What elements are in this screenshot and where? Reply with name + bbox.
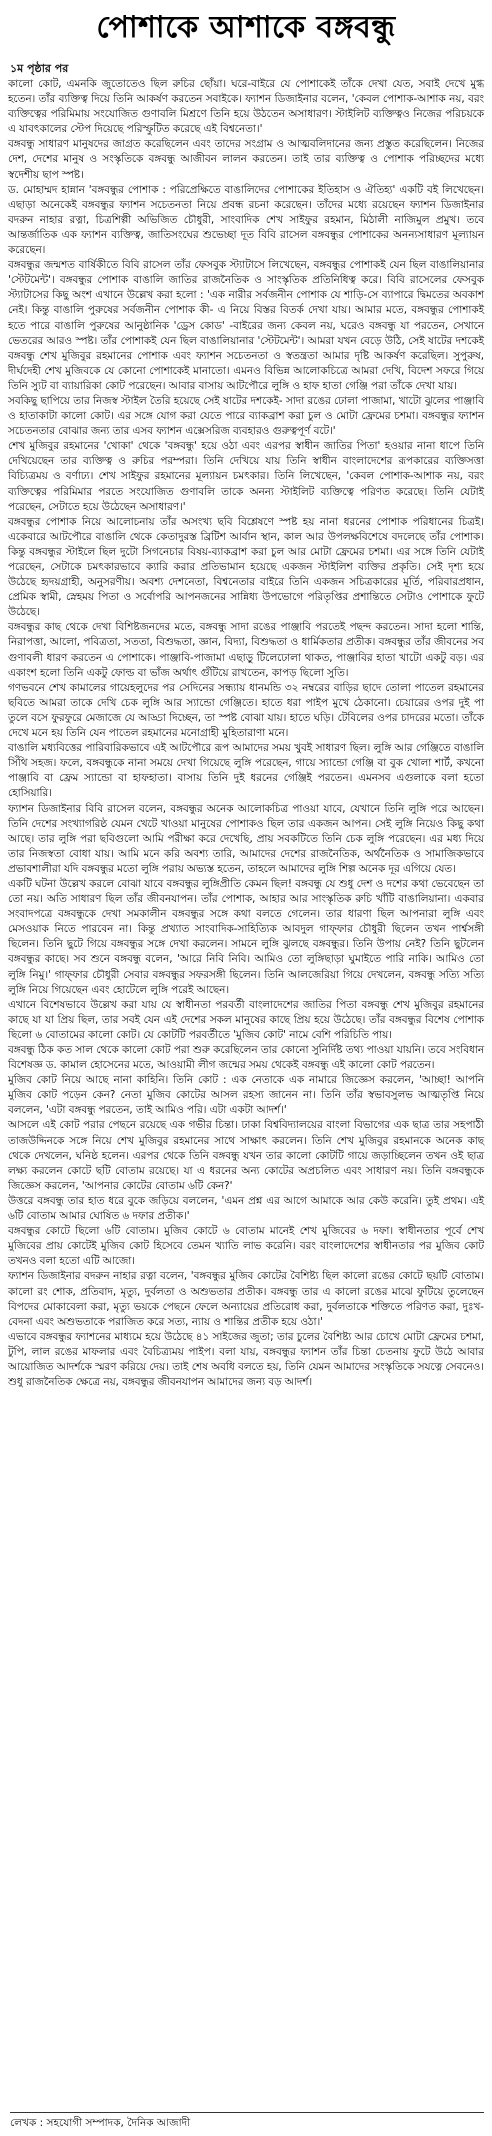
article-body — [8, 77, 484, 1390]
article-paragraph: বঙ্গবন্ধুর পোশাক নিয়ে আলোচনায় তাঁর অসংখ্য ছবি বিশ্লেষণে স্পষ্ট হয় নানা ধরনের পোশাক পরিধানের চিত্রই। একেবারে আটপৌরে বাঙালি থেকে কেতাদুরস্ত ব্রিটিশ আর্বান স্থান, কাল আর উপলক্ষবিশেষে বদলেছে তাঁর পোশাক। কিন্তু বঙ্গবন্ধুর স্টাইলে ছিল দুটো সিগনেচার বিষয়-ব্যাকব্রাশ করা চুল আর মোটা ফ্রেমের চশমা। এর সঙ্গে তিনি যেটাই পরেছেন, সেটাকে চমৎকারভাবে ক্যারি করার প্রতিভামান হয়েছে একজন স্টাইলিশ ব্যক্তির প্রকৃতি। সেই দৃশ্য হয়ে উঠেছে হৃদয়গ্রাহী, অনুসরণীয়। অবশ্য দেশনেতা, বিশ্বনেতার বাইরে তিনি একজন সচিত্রকারের মূর্তি, পরিবারপ্রধান, প্রেমিক স্বামী, স্নেহময় পিতা ও সর্বোপরি আপনজনের সান্নিধ্য উপভোগে পরিতৃপ্তির প্রশান্তিতে সেটাও পোশাকে ফুটে উঠেছে। — [8, 515, 484, 619]
article-paragraph: সবকিছু ছাপিয়ে তার নিজস্ব স্টাইল তৈরি হয়েছে সেই ষাটের দশকেই- সাদা রঙের ঢোলা পাজামা, খাটো ঝুলের পাঞ্জাবি ও হাতাকাটা কালো কোট। এর সঙ্গে যোগ করা যেতে পারে ব্যাকব্রাশ করা চুল ও মোটা ফ্রেমের চশমা। বঙ্গবন্ধুর ফ্যাশন সচেতনতার বোঝার জন্য তার এসব ফ্যাশন এক্সেসরিজ ব্যবহারও গুরুত্বপূর্ণ বটে।' — [8, 394, 484, 438]
article-paragraph: ড. মোহাম্মদ হান্নান 'বঙ্গবন্ধুর পোশাক : পরিপ্রেক্ষিতে বাঙালিদের পোশাকের ইতিহাস ও ঐতিহ্য' একটি বই লিখেছেন। এছাড়া অনেকেই বঙ্গবন্ধুর ফ্যাশন সচেতনতা নিয়ে প্রবন্ধ রচনা করেছেন। তাঁদের মধ্যে রয়েছেন ফ্যাশন ডিজাইনার বদরুন নাহার রত্না, চিত্রশিল্পী অভিজিত চৌধুরী, সাংবাদিক শেখ সাইফুর রহমান, মিঠালী নাজিমুল প্রমুখ। তবে আন্তর্জাতিক এক ফ্যাশন ব্যক্তিত্ব, জাতিসংঘের শুভেচ্ছা দূত বিবি রাসেল বঙ্গবন্ধুর পোশাকের অনন্যসাধারণ মূল্যায়ন করেছেন। — [8, 183, 484, 257]
article-paragraph: মুজিব কোট নিয়ে আছে নানা কাহিনি। তিনি কোট : এক নেতাকে এক নামারে জিজ্ঞেস করলেন, 'আচ্ছা! আপনি মুজিব কোট পড়েন কেন? নেতা মুজিব কোটের আসল রহস্য জানেন না। তিনি তাঁর স্বভাবসুলভ আত্মতৃপ্তি নিয়ে বললেন, 'এটা বঙ্গবন্ধু পরতেন, তাই আমিও পরি। এটা একটা আদর্শ।' — [8, 1074, 484, 1117]
article-paragraph: বঙ্গবন্ধু সাধারণ মানুষদের জাগ্রত করেছিলেন এবং তাদের সংগ্রাম ও আত্মবলিদানের জন্য প্রস্তুত করেছিলেন। নিজের দেশ, দেশের মানুষ ও সংস্কৃতিকে বঙ্গবন্ধু আজীবন লালন করতেন। তাই তার ব্যক্তিত্ব ও পোশাক পরিচ্ছদের মধ্যে স্বদেশীয় ছাপ স্পষ্ট। — [8, 138, 484, 181]
article-headline: পোশাকে আশাকে বঙ্গবন্ধু — [96, 10, 396, 45]
article-paragraph: এভাবে বঙ্গবন্ধুর ফ্যাশনের মাধ্যমে হয়ে উঠেছে ৪১ সাইজের জুতা; তার চুলের বৈশিষ্ট্য আর চোখে মোটা ফ্রেমের চশমা, টুপি, লাল রঙের মাফলার এবং বৈচিত্র্যময় পাইপ। বলা যায়, বঙ্গবন্ধুর ফ্যাশন তাঁর চিন্তা চেতনায় ফুটে উঠে আবার আয়োজিত আদর্শকে স্মরণ করিয়ে দেয়। তাই শেষ অবধি বলতে হয়, তিনি যেমন আমাদের সংস্কৃতিকে সযত্নে সেবনেও। শুধু রাজনৈতিক ক্ষেত্রে নয়, বঙ্গবন্ধুর জীবনযাপন আমাদের জন্য বড় আদর্শ। — [8, 1330, 484, 1389]
article-paragraph: বঙ্গবন্ধুর কোটে ছিলো ৬টি বোতাম। মুজিব কোটে ৬ বোতাম মানেই শেখ মুজিবের ৬ দফা। স্বাধীনতার পূর্বে শেখ মুজিবের প্রায় কোটেই মুজিব কোট হিসেবে তেমন খ্যাতি লাভ করেনি। বরং বাংলাদেশের স্বাধীনতার পর মুজিব কোট তখনও বলা হতো এটি আজো। — [8, 1225, 484, 1268]
article-paragraph: বঙ্গবন্ধুর জন্মশত বার্ষিকীতে বিবি রাসেল তাঁর ফেসবুক স্ট্যাটাসে লিখেছেন, বঙ্গবন্ধুর পোশাকই যেন ছিল বাঙালিয়ানার 'স্টেটমেন্ট'। বঙ্গবন্ধুর পোশাক বাঙালি জাতির রাজনৈতিক ও সাংস্কৃতিক প্রতিনিধিত্ব করে। বিবি রাসেলের ফেসবুক স্ট্যাটাসের কিছু অংশ এখানে উল্লেখ করা হলো : 'এক নারীর সর্বজনীন পোশাক যে শাড়ি-সে ব্যাপারে দ্বিমতের অবকাশ নেই। কিন্তু বাঙালি পুরুষের সর্বজনীন পোশাক কী- এ নিয়ে বিস্তর বিতর্ক দেখা যায়। আমার মতে, বঙ্গবন্ধুর পোশাকই হতে পারে বাঙালি পুরুষের আনুষ্ঠানিক 'ড্রেস কোড' -বাইরের জন্য কেবল নয়, ঘরেও বঙ্গবন্ধু যা পরতেন, সেখানে ভেতরের আরও স্পষ্ট। তাঁর পোশাকই যেন ছিল বাঙালিয়ানার 'স্টেটমেন্ট'। আমরা যখন বেড়ে উঠি, সেই ষাটের দশকেই বঙ্গবন্ধু শেখ মুজিবুর রহমানের পোশাক এবং ফ্যাশন সচেতনতা ও স্বতন্ত্রতা আমার দৃষ্টি আকর্ষণ করেছিল। সুপুরুষ, দীর্ঘদেহী শেখ মুজিবকে যে কোনো পোশাকেই মানাতো। এমনও বিভিন্ন আলোকচিত্রে আমরা দেখি, বিদেশ সফরে গিয়ে তিনি স্যুট বা ব্যায়ারিকা কোট পরেছেন। আবার বাসায় আটপৌরে লুঙ্গি ও হাফ হাতা গেঞ্জি পরা তাঁকে দেখা যায়। — [8, 259, 484, 392]
article-paragraph: কালো কোট, এমনকি জুতোতেও ছিল রুচির ছোঁয়া। ঘরে-বাইরে যে পোশাকেই তাঁকে দেখা যেত, সবাই দেখে মুগ্ধ হতেন। তাঁর ব্যক্তিত্ব দিয়ে তিনি আকর্ষণ করতেন সবাইকে। ফ্যাশন ডিজাইনার বলেন, 'কেবল পোশাক-আশাক নয়, বরং ব্যক্তিত্বের পরিমিমায় সংযোজিত গুণাবলি মিশ্রণে তিনি হয়ে উঠতেন অসাধারণ। স্টাইলিট ব্যক্তিত্বও নিজের পরিচয়কে এ যাবৎকালের স্টেপ দিয়েছে পরিস্ফুটিত করেছে এই বিশ্বনেতা।' — [8, 78, 484, 136]
continued-from-page-1: ১ম পৃষ্ঠার পর — [10, 62, 69, 75]
article-paragraph: আসলে এই কোট পরার পেছনে রয়েছে এক গভীর চিন্তা। ঢাকা বিশ্ববিদ্যালয়ের বাংলা বিভাগের এক ছাত্র তার সহপাঠী তাজউদ্দিনকে সঙ্গে নিয়ে শেখ মুজিবুর রহমানের সাথে সাক্ষাৎ করলেন। তিনি শেখ মুজিবুর রহমানকে অনেক কাছ থেকে দেখলেন, ঘনিষ্ঠ হলেন। এরপর থেকে তিনি বঙ্গবন্ধু যখন তার কালো কোটটি গায়ে জড়াচ্ছিলেন তখন ওই ছাত্র লক্ষ্য করলেন কোটে ছটি বোতাম রয়েছে। যা এ ধরনের অন্য কোটের অপ্রচলিত এবং সাধারণ নয়। তিনি বঙ্গবন্ধুকে জিজ্ঞেস করলেন, 'আপনার কোটের বোতাম ৬টি কেন?' — [8, 1119, 484, 1192]
article-paragraph: বঙ্গবন্ধু ঠিক কত সাল থেকে কালো কোট পরা শুরু করেছিলেন তার কোনো সুনির্দিষ্ট তথ্য পাওয়া যায়নি। তবে সংবিধান বিশেষজ্ঞ ড. কামাল হোসেনের মতে, আওয়ামী লীগ জন্মের সময় থেকেই বঙ্গবন্ধু এই কালো কোট পরতেন। — [8, 1044, 484, 1072]
author-byline: লেখক : সহযোগী সম্পাদক, দৈনিক আজাদী — [10, 2112, 484, 2130]
article-paragraph: গণভবনে শেখ কামালের গায়েহলুদের পর সেদিনের সন্ধ্যায় ধানমন্ডি ৩২ নম্বরের বাড়ির ছাদে তোলা পাতেল রহমানের ছবিতে আমরা তাকে দেখি চেক লুঙ্গি আর স্যান্ডো গেঞ্জিতে। হাতে ধরা পাইপ মুখে ঠেকানো। চেয়ারের ওপর দুই পা তুলে বসে ফুরফুরে মেজাজে যে আড্ডা দিচ্ছেন, তা স্পষ্ট বোঝা যায়। হাতে ঘড়ি। টেবিলের ওপর চাদরের মতো। তাঁকে দেখে মনে হয় তিনি যেন পাতেল রহমানের মনোগ্রাহী মুহিতারাণা মনে। — [8, 681, 484, 740]
article-paragraph: বাঙালি মধ্যবিত্তের পারিবারিকভাবে এই আটপৌরে রূপ আমাদের সময় খুবই সাধারণ ছিল। লুঙ্গি আর গেঞ্জিতে বাঙালি সিঁথি সহজ। ফলে, বঙ্গবন্ধুকে নানা সময়ে দেখা গিয়েছে লুঙ্গি পরেছেন, গায়ে স্যান্ডো গেঞ্জি বা বুক খোলা শার্ট, কখনো পাঞ্জাবি বা ফ্রেম স্যান্ডো বা হাফহাতা। বাসায় তিনি দুই ধরনের গেঞ্জিই পরতেন। এমনসব এগুলাকে বলা হতো হোসিয়ারি। — [8, 742, 484, 800]
article-paragraph: এখানে বিশেষভাবে উল্লেখ করা যায় যে স্বাধীনতা পরবর্তী বাংলাদেশের জাতির পিতা বঙ্গবন্ধু শেখ মুজিবুর রহমানের কাছে যা যা প্রিয় ছিল, তার সবই যেন এই দেশের সকল মানুষের কাছে প্রিয় হয়ে উঠেছে। তাঁর বঙ্গবন্ধুর বিশেষ পোশাক ছিলো ৬ বোতামের কালো কোট। যে কোটটি পরবর্তীতে 'মুজিব কোট' নামে বেশি পরিচিতি পায়। — [8, 998, 484, 1041]
article-paragraph: ফ্যাশন ডিজাইনার বদরুন নাহার রত্না বলেন, 'বঙ্গবন্ধুর মুজিব কোটের বৈশিষ্ট্য ছিল কালো রঙের কোটে ছয়টি বোতাম। কালো রং শোক, প্রতিবাদ, মৃত্যু, দুর্বলতা ও অশুভতার প্রতীক। বঙ্গবন্ধু তার এ কালো রঙের মাঝে ফুটিয়ে তুলেছেন বিপদের মোকাবেলা করা, মৃত্যু ভয়কে পেছনে ফেলে অন্যায়ের প্রতিরোধ করা, দুর্বলতাকে শক্তিতে পরিণত করা, দুঃখ-বেদনা এবং অশুভতাকে পরাজিত করে সত্য, ন্যায় ও শান্তির প্রতীক হয়ে ওঠা।' — [8, 1270, 484, 1328]
article-paragraph: বঙ্গবন্ধুর কাছ থেকে দেখা বিশিষ্টজনদের মতে, বঙ্গবন্ধু সাদা রঙের পাঞ্জাবি পরতেই পছন্দ করতেন। সাদা হলো শান্তি, নিরাপত্তা, আলো, পবিত্রতা, সততা, বিশুদ্ধতা, জ্ঞান, বিদ্যা, বিশুদ্ধতা ও ধার্মিকতার প্রতীক। বঙ্গবন্ধুর তাঁর জীবনের সব গুণাবলী ধারণ করতেন এ পোশাকে। পাঞ্জাবি-পাজামা এছাড়ু টিলেঢোলা থাকত, পাঞ্জাবির হাতা খাটো একটু বড়। এর একাংশ হলো তিনি একটু ফোল্ড বা ভাঁজ অর্থাৎ গুঁটিয়ে রাখতেন, কাপড় ছিলো সুতি। — [8, 621, 484, 679]
article-paragraph: শেখ মুজিবুর রহমানের 'খোকা' থেকে 'বঙ্গবন্ধু' হয়ে ওঠা এবং এরপর স্বাধীন জাতির পিতা' হওয়ার নানা ধাপে তিনি দেখিয়েছেন তার ব্যক্তিত্ব ও রুচির পরম্পরা। তিনি দেখিয়ে যায় তিনি স্বাধীন বাংলাদেশের রূপকারের ব্যক্তিসত্তা বিচ্যিত্রময় ও বর্ণাঢ্য। শেখ সাইফুর রহমানের মূল্যায়ন চমৎকার। তিনি লিখেছেন, 'কেবল পোশাক-আশাক নয়, বরং ব্যক্তিত্বের পরিমিমার পরতে সংযোজিত গুণাবলি তাকে অনন্য স্টাইলিট ব্যক্তিত্বে পরিণত করেছে। তিনি যেটাই পরেছেন, সেটাতে হয়ে উঠেছেন অসাধারণ।' — [8, 440, 484, 513]
article-paragraph: উত্তরে বঙ্গবন্ধু তার হাত ধরে বুকে জড়িয়ে বললেন, 'এমন প্রশ্ন এর আগে আমাকে আর কেউ করেনি। তুই প্রথম। এই ৬টি বোতাম আমার ঘোষিত ৬ দফার প্রতীক।' — [8, 1194, 484, 1223]
article-paragraph: একটি ঘটনা উল্লেখ করলে বোঝা যাবে বঙ্গবন্ধুর লুঙ্গিপ্রীতি কেমন ছিল! বঙ্গবন্ধু যে শুধু দেশ ও দশের কথা ভেবেছেন তা তো নয়। অতি সাধারণ ছিল তাঁর জীবনযাপন। তাঁর পোশাক, আহার আর সাংস্কৃতিক রুচি খাঁটি বাঙালিয়ানা। একবার সংবাদপত্রে বঙ্গবন্ধুকে দেখা সমকালীন বঙ্গবন্ধুর সঙ্গে কথা বলতে গেলেন। তার ধারণা ছিল আপনারা লুঙ্গি এবং মেসওয়াক নিতে পারবেন না। কিন্তু প্রখ্যাত সাংবাদিক-সাহিত্যিক আবদুল গাফ্ফার চৌধুরী ছিলেন তখন পার্শ্বসঙ্গী ছিলেন। তিনি ছুটে গিয়ে বঙ্গবন্ধুর সঙ্গে দেখা করলেন। সামনে লুঙ্গি ঝুলছে বঙ্গবন্ধুর। তিনি উপায় নেই? তিনি ছুটলেন বঙ্গবন্ধুর কাছে। সব শুনে বঙ্গবন্ধু বলেন, 'আরে নিবি নিবি। আমিও তো লুঙ্গিছাড়া ঘুমাইতে পারি নাকি। আমিও তো লুঙ্গি নিমু।' গাফ্ফার চৌধুরী সেবার বঙ্গবন্ধুর সফরসঙ্গী ছিলেন। তিনি আলজেরিয়া গিয়ে দেখলেন, বঙ্গবন্ধু সত্যি সত্যি লুঙ্গি নিয়ে গিয়েছেন এবং হোটেলে লুঙ্গি পরেই আছেন। — [8, 877, 484, 996]
article-paragraph: ফ্যাশন ডিজাইনার বিবি রাসেল বলেন, বঙ্গবন্ধুর অনেক আলোকচিত্র পাওয়া যাবে, যেখানে তিনি লুঙ্গি পরে আছেন। তিনি দেশের সংখ্যাগরিষ্ঠ যেমন খেটে খাওয়া মানুষের পোশাকও ছিল তার একজন আপন। সেই লুঙ্গি নিয়েও কিছু কথা আছে। তার লুঙ্গি পরা ছবিগুলো আমি পরীক্ষা করে দেখেছি, প্রায় সবকটিতে তিনি চেক লুঙ্গি পরেছেন। এর মধ্য দিয়ে তার নিজস্বতা বোধা যায়। আমি মনে করি অবশ্য তারি, আমাদের দেশের রাজনৈতিক, অর্থনৈতিক ও সামাজিকভাবে প্রভাবশালীরা যদি বঙ্গবন্ধুর মতো লুঙ্গি পরায় অভ্যস্ত হতেন, তাহলে আমাদের লুঙ্গি শিল্প অনেক দূর এগিয়ে যেত। — [8, 802, 484, 875]
